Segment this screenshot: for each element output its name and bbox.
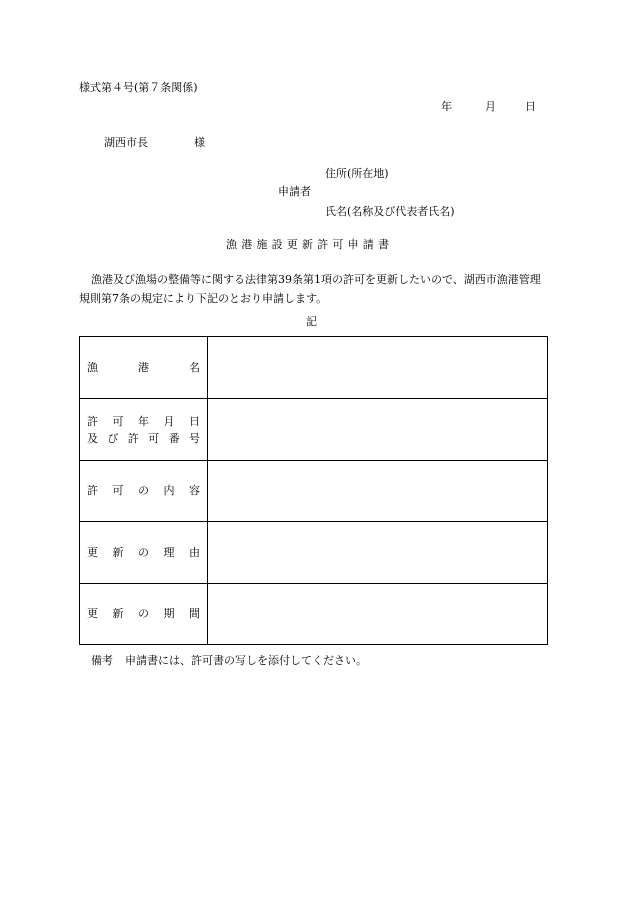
row-value-cell <box>208 337 547 398</box>
note-text: 申請書には、許可書の写しを添付してください。 <box>125 654 367 667</box>
label-char: 間 <box>189 607 200 621</box>
addressee-line <box>104 137 205 148</box>
ki-heading: 記 <box>306 315 317 328</box>
label-char: 及 <box>87 431 98 445</box>
row-label-line <box>87 544 200 561</box>
label-char: 月 <box>163 414 175 428</box>
label-char: 容 <box>189 484 200 498</box>
row-label <box>80 337 208 398</box>
label-char: 許 <box>87 484 98 498</box>
document-title: 漁港施設更新許可申請書 <box>226 238 394 251</box>
row-label <box>80 399 208 459</box>
table-row <box>80 337 547 398</box>
table-row <box>80 583 547 644</box>
row-label-line <box>87 413 200 430</box>
row-value-cell <box>208 399 547 459</box>
label-char: 漁 <box>87 361 98 375</box>
label-char: 番 <box>168 431 180 445</box>
label-char: 可 <box>112 484 124 498</box>
label-char: の <box>138 484 149 498</box>
label-char: 号 <box>188 431 200 445</box>
label-char: 新 <box>112 607 124 621</box>
applicant-label: 申請者 <box>278 185 311 198</box>
table-row <box>80 521 547 582</box>
label-char: 内 <box>163 484 175 498</box>
note-label: 備考 <box>91 654 113 667</box>
row-label-line <box>87 605 200 622</box>
label-char: 理 <box>163 545 175 559</box>
row-label-line <box>87 430 200 447</box>
label-char: 可 <box>148 431 160 445</box>
label-char: 許 <box>87 414 98 428</box>
row-label-line <box>87 482 200 499</box>
table-row <box>80 460 547 521</box>
label-char: び <box>107 431 119 445</box>
row-value-cell <box>208 461 547 521</box>
label-char: 由 <box>189 545 200 559</box>
table-row <box>80 398 547 459</box>
label-char: 可 <box>112 414 124 428</box>
row-value-cell <box>208 584 547 644</box>
label-char: 新 <box>112 545 124 559</box>
date-day-label: 日 <box>525 100 536 113</box>
label-char: 許 <box>127 431 139 445</box>
label-char: の <box>138 607 149 621</box>
label-char: 年 <box>138 414 149 428</box>
row-label-line <box>87 359 200 376</box>
note <box>91 655 367 666</box>
label-char: 更 <box>87 607 98 621</box>
label-char: 日 <box>189 414 200 428</box>
row-label <box>80 522 208 582</box>
application-table <box>79 336 548 645</box>
address-label: 住所(所在地) <box>325 167 389 180</box>
label-char: 期 <box>163 607 175 621</box>
body-text: 漁港及び漁場の整備等に関する法律第39条第1項の許可を更新したいので、湖西市漁港管理規則第7条の規定により下記のとおり申請します。 <box>79 273 541 305</box>
label-char: の <box>138 545 149 559</box>
label-char: 更 <box>87 545 98 559</box>
form-number: 様式第４号(第７条関係) <box>79 81 198 94</box>
row-value-cell <box>208 522 547 582</box>
name-label: 氏名(名称及び代表者氏名) <box>325 205 455 218</box>
label-char: 名 <box>189 361 200 375</box>
honorific: 様 <box>194 136 205 149</box>
date-line <box>441 101 536 112</box>
addressee: 湖西市長 <box>104 136 148 149</box>
row-label <box>80 584 208 644</box>
date-year-label: 年 <box>441 100 452 113</box>
row-label <box>80 461 208 521</box>
label-char: 港 <box>138 361 149 375</box>
date-month-label: 月 <box>485 100 496 113</box>
